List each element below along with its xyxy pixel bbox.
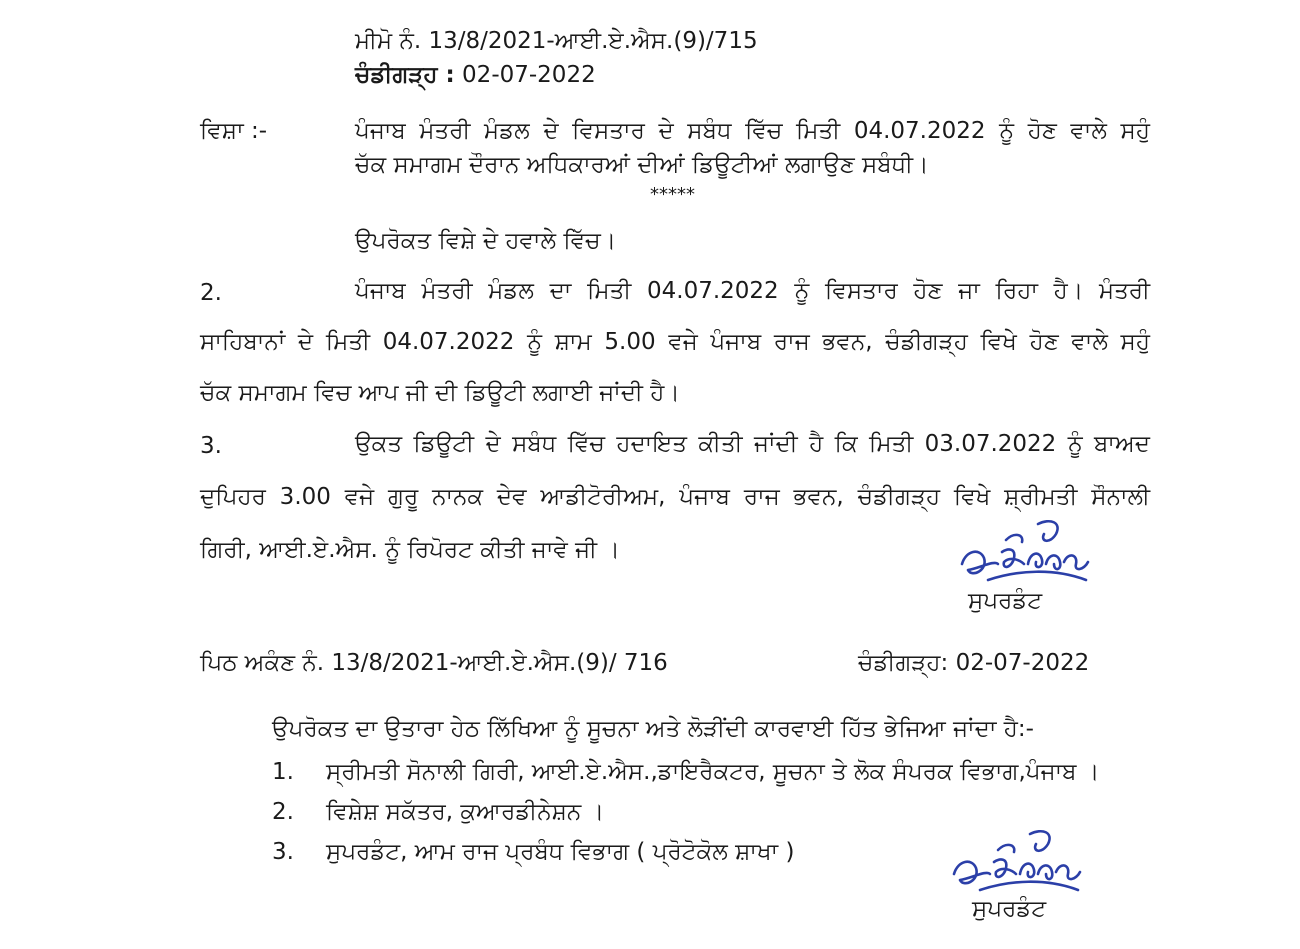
endorsement-place-date: ਚੰਡੀਗੜ੍ਹ: 02-07-2022 xyxy=(858,650,1090,676)
subject-line-1: ਪੰਜਾਬ ਮੰਤਰੀ ਮੰਡਲ ਦੇ ਵਿਸਤਾਰ ਦੇ ਸਬੰਧ ਵਿੱਚ ਮਿਤੀ 04.07.2022 ਨੂੰ ਹੋਣ ਵਾਲੇ ਸਹੁੰ xyxy=(355,118,1150,144)
recipient-number: 2. xyxy=(272,799,294,825)
signature-2-designation: ਸੁਪਰਡੰਟ xyxy=(972,896,1047,922)
para2-line-2: ਸਾਹਿਬਾਨਾਂ ਦੇ ਮਿਤੀ 04.07.2022 ਨੂੰ ਸ਼ਾਮ 5.00 ਵਜੇ ਪੰਜਾਬ ਰਾਜ ਭਵਨ, ਚੰਡੀਗੜ੍ਹ ਵਿਖੇ ਹੋਣ ਵਾਲੇ ਸਹੁੰ xyxy=(200,329,1150,355)
recipient-text: ਵਿਸ਼ੇਸ਼ ਸਕੱਤਰ, ਕੁਆਰਡੀਨੇਸ਼ਨ । xyxy=(326,799,605,825)
subject-label: ਵਿਸ਼ਾ :- xyxy=(200,118,268,144)
recipient-text: ਸ੍ਰੀਮਤੀ ਸੋਨਾਲੀ ਗਿਰੀ, ਆਈ.ਏ.ਐਸ.,ਡਾਇਰੈਕਟਰ, ਸੂਚਨਾ ਤੇ ਲੋਕ ਸੰਪਰਕ ਵਿਭਾਗ,ਪੰਜਾਬ । xyxy=(326,759,1100,785)
handwritten-signature-icon xyxy=(950,822,1085,902)
recipient-number: 1. xyxy=(272,759,294,785)
reference-line: ਉਪਰੋਕਤ ਵਿਸ਼ੇ ਦੇ ਹਵਾਲੇ ਵਿੱਚ। xyxy=(355,228,617,254)
subject-line-2: ਚੱਕ ਸਮਾਗਮ ਦੌਰਾਨ ਅਧਿਕਾਰਆਂ ਦੀਆਂ ਡਿਊਟੀਆਂ ਲਗਾਉਣ ਸਬੰਧੀ। xyxy=(355,152,929,178)
endorsement-intro: ਉਪਰੋਕਤ ਦਾ ਉਤਾਰਾ ਹੇਠ ਲਿੱਖਿਆ ਨੂੰ ਸੂਚਨਾ ਅਤੇ ਲੋੜੀਂਦੀ ਕਾਰਵਾਈ ਹਿੱਤ ਭੇਜਿਆ ਜਾਂਦਾ ਹੈ:- xyxy=(272,716,1034,742)
handwritten-signature-icon xyxy=(958,512,1093,592)
memo-number: ਮੀਮੋ ਨੰ. 13/8/2021-ਆਈ.ਏ.ਐਸ.(9)/715 xyxy=(355,28,758,54)
subject-separator: ***** xyxy=(650,184,695,205)
para3-line-3: ਗਿਰੀ, ਆਈ.ਏ.ਐਸ. ਨੂੰ ਰਿਪੋਰਟ ਕੀਤੀ ਜਾਵੇ ਜੀ । xyxy=(200,537,620,563)
recipient-number: 3. xyxy=(272,839,294,865)
signature-1-designation: ਸੁਪਰਡੰਟ xyxy=(968,588,1043,614)
para2-line-1: ਪੰਜਾਬ ਮੰਤਰੀ ਮੰਡਲ ਦਾ ਮਿਤੀ 04.07.2022 ਨੂੰ ਵਿਸਤਾਰ ਹੋਣ ਜਾ ਰਿਹਾ ਹੈ। ਮੰਤਰੀ xyxy=(355,278,1150,304)
signature-2 xyxy=(950,822,1085,902)
signature-1 xyxy=(958,512,1093,592)
memo-place-label: ਚੰਡੀਗੜ੍ਹ : xyxy=(355,62,455,88)
memo-date: 02-07-2022 xyxy=(462,62,596,88)
recipient-text: ਸੁਪਰਡੰਟ, ਆਮ ਰਾਜ ਪ੍ਰਬੰਧ ਵਿਭਾਗ ( ਪ੍ਰੋਟੋਕੋਲ ਸ਼ਾਖਾ ) xyxy=(326,839,795,865)
para3-line-2: ਦੁਪਿਹਰ 3.00 ਵਜੇ ਗੁਰੂ ਨਾਨਕ ਦੇਵ ਆਡੀਟੋਰੀਅਮ, ਪੰਜਾਬ ਰਾਜ ਭਵਨ, ਚੰਡੀਗੜ੍ਹ ਵਿਖੇ ਸ਼੍ਰੀਮਤੀ ਸੌਨਾਲੀ xyxy=(200,484,1150,510)
para3-line-1: ਉਕਤ ਡਿਊਟੀ ਦੇ ਸਬੰਧ ਵਿੱਚ ਹਦਾਇਤ ਕੀਤੀ ਜਾਂਦੀ ਹੈ ਕਿ ਮਿਤੀ 03.07.2022 ਨੂੰ ਬਾਅਦ xyxy=(355,431,1150,457)
para2-line-3: ਚੱਕ ਸਮਾਗਮ ਵਿਚ ਆਪ ਜੀ ਦੀ ਡਿਊਟੀ ਲਗਾਈ ਜਾਂਦੀ ਹੈ। xyxy=(200,380,680,406)
memo-place-date xyxy=(355,62,596,88)
endorsement-number: ਪਿਠ ਅਕੰਣ ਨੰ. 13/8/2021-ਆਈ.ਏ.ਐਸ.(9)/ 716 xyxy=(200,650,668,676)
para2-number: 2. xyxy=(200,280,222,306)
para3-number: 3. xyxy=(200,433,222,459)
